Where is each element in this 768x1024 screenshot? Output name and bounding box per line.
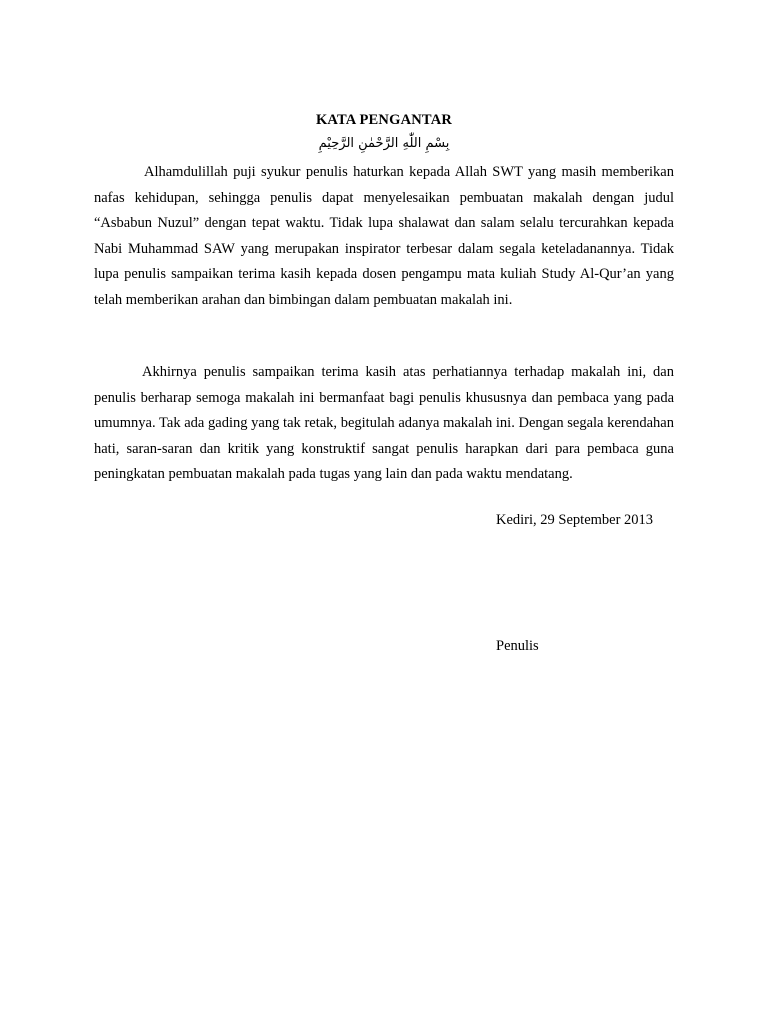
place-date: Kediri, 29 September 2013 — [496, 512, 654, 528]
basmalah-text: بِسْمِ اللّٰهِ الرَّحْمٰنِ الرَّحِيْمِ — [318, 136, 450, 151]
paragraph-opening: Alhamdulillah puji syukur penulis haturkan kepada Allah SWT yang masih memberikan nafas kehidupan, sehingga penulis dapat menyelesaikan pembuatan makalah dengan judul “Asbabun Nuzul” dengan tepat waktu. Tidak lupa shalawat dan salam selalu tercurahkan kepada Nabi Muhammad SAW yang merupakan inspirator terbesar dalam segala keteladanannya. Tidak lupa penulis sampaikan terima kasih kepada dosen pengampu mata kuliah Study Al-Qur’an yang telah memberikan arahan dan bimbingan dalam pembuatan makalah ini. — [94, 164, 674, 308]
page-title: KATA PENGANTAR — [315, 112, 453, 128]
paragraph-closing: Akhirnya penulis sampaikan terima kasih atas perhatiannya terhadap makalah ini, dan penulis berharap semoga makalah ini bermanfaat bagi penulis khususnya dan pembaca yang pada umumnya. Tak ada gading yang tak retak, begitulah adanya makalah ini. Dengan segala kerendahan hati, saran-saran dan kritik yang konstruktif sangat penulis harapkan dari para pembaca guna peningkatan pembuatan makalah pada tugas yang lain dan pada waktu mendatang. — [94, 364, 674, 482]
author-signature: Penulis — [496, 638, 539, 654]
